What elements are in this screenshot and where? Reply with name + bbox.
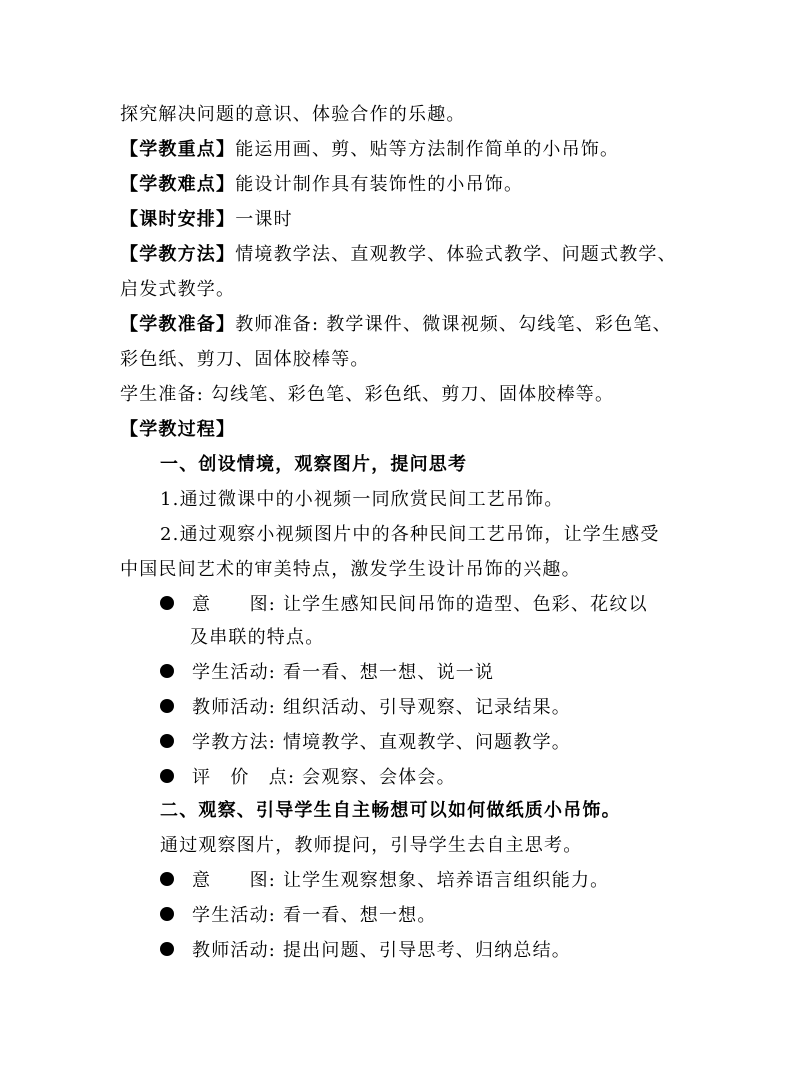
paragraph-text: 1.通过微课中的小视频一同欣赏民间工艺吊饰。 xyxy=(160,489,564,510)
bullet-dot-icon xyxy=(160,664,174,678)
bullet-text: 学生活动: 看一看、想一想、说一说 xyxy=(192,662,495,683)
text-line xyxy=(190,621,770,655)
text-line xyxy=(120,133,700,167)
text-line xyxy=(120,98,700,132)
heading-text: 一、创设情境，观察图片，提问思考 xyxy=(160,454,468,475)
section-text: 能运用画、剪、贴等方法制作简单的小吊饰。 xyxy=(235,139,620,160)
bullet-item xyxy=(160,726,740,760)
text-line xyxy=(120,168,700,202)
paragraph-text: 启发式教学。 xyxy=(120,279,236,300)
paragraph-text: 学生准备: 勾线笔、彩色笔、彩色纸、剪刀、固体胶棒等。 xyxy=(120,384,615,405)
bullet-text: 意 图: 让学生观察想象、培养语言组织能力。 xyxy=(192,870,610,891)
paragraph-text: 探究解决问题的意识、体验合作的乐趣。 xyxy=(120,104,466,125)
text-line xyxy=(160,829,740,863)
bullet-dot-icon xyxy=(160,907,174,921)
section-heading xyxy=(160,794,740,828)
paragraph-text: 通过观察图片，教师提问，引导学生去自主思考。 xyxy=(160,835,583,856)
section-label: 【学教难点】 xyxy=(120,174,236,195)
section-label: 【课时安排】 xyxy=(120,209,236,230)
text-line xyxy=(120,203,700,237)
section-heading xyxy=(160,448,740,482)
section-text: 一课时 xyxy=(235,209,293,230)
bullet-item xyxy=(160,934,740,968)
section-label: 【学教过程】 xyxy=(120,419,236,440)
paragraph-text: 2.通过观察小视频图片中的各种民间工艺吊饰，让学生感受 xyxy=(160,524,660,545)
bullet-text: 教师活动: 组织活动、引导观察、记录结果。 xyxy=(192,697,571,718)
bullet-dot-icon xyxy=(160,734,174,748)
text-line xyxy=(120,343,700,377)
bullet-text-continued: 及串联的特点。 xyxy=(190,627,325,648)
bullet-item xyxy=(160,691,740,725)
text-line xyxy=(120,308,700,342)
bullet-text: 学生活动: 看一看、想一想。 xyxy=(192,905,437,926)
bullet-text: 评 价 点: 会观察、会体会。 xyxy=(192,767,456,788)
paragraph-text: 彩色纸、剪刀、固体胶棒等。 xyxy=(120,349,370,370)
bullet-item xyxy=(160,588,740,622)
bullet-item xyxy=(160,656,740,690)
text-line xyxy=(120,273,700,307)
bullet-dot-icon xyxy=(160,769,174,783)
section-label: 【学教重点】 xyxy=(120,139,236,160)
bullet-dot-icon xyxy=(160,596,174,610)
bullet-dot-icon xyxy=(160,872,174,886)
bullet-item xyxy=(160,761,740,795)
bullet-item xyxy=(160,864,740,898)
text-line xyxy=(120,238,700,272)
section-label: 【学教方法】 xyxy=(120,244,236,265)
bullet-dot-icon xyxy=(160,699,174,713)
text-line xyxy=(120,553,700,587)
section-text: 能设计制作具有装饰性的小吊饰。 xyxy=(235,174,524,195)
text-line xyxy=(120,378,700,412)
paragraph-text: 中国民间艺术的审美特点，激发学生设计吊饰的兴趣。 xyxy=(120,559,581,580)
bullet-text: 教师活动: 提出问题、引导思考、归纳总结。 xyxy=(192,940,571,961)
heading-text: 二、观察、引导学生自主畅想可以如何做纸质小吊饰。 xyxy=(160,800,621,821)
section-text: 教师准备: 教学课件、微课视频、勾线笔、彩色笔、 xyxy=(235,314,672,335)
bullet-item xyxy=(160,899,740,933)
section-text: 情境教学法、直观教学、体验式教学、问题式教学、 xyxy=(235,244,677,265)
section-label: 【学教准备】 xyxy=(120,314,236,335)
bullet-dot-icon xyxy=(160,942,174,956)
bullet-text: 意 图: 让学生感知民间吊饰的造型、色彩、花纹以 xyxy=(192,594,648,615)
bullet-text: 学教方法: 情境教学、直观教学、问题教学。 xyxy=(192,732,571,753)
text-line xyxy=(120,413,700,447)
text-line xyxy=(160,483,740,517)
text-line xyxy=(160,518,740,552)
